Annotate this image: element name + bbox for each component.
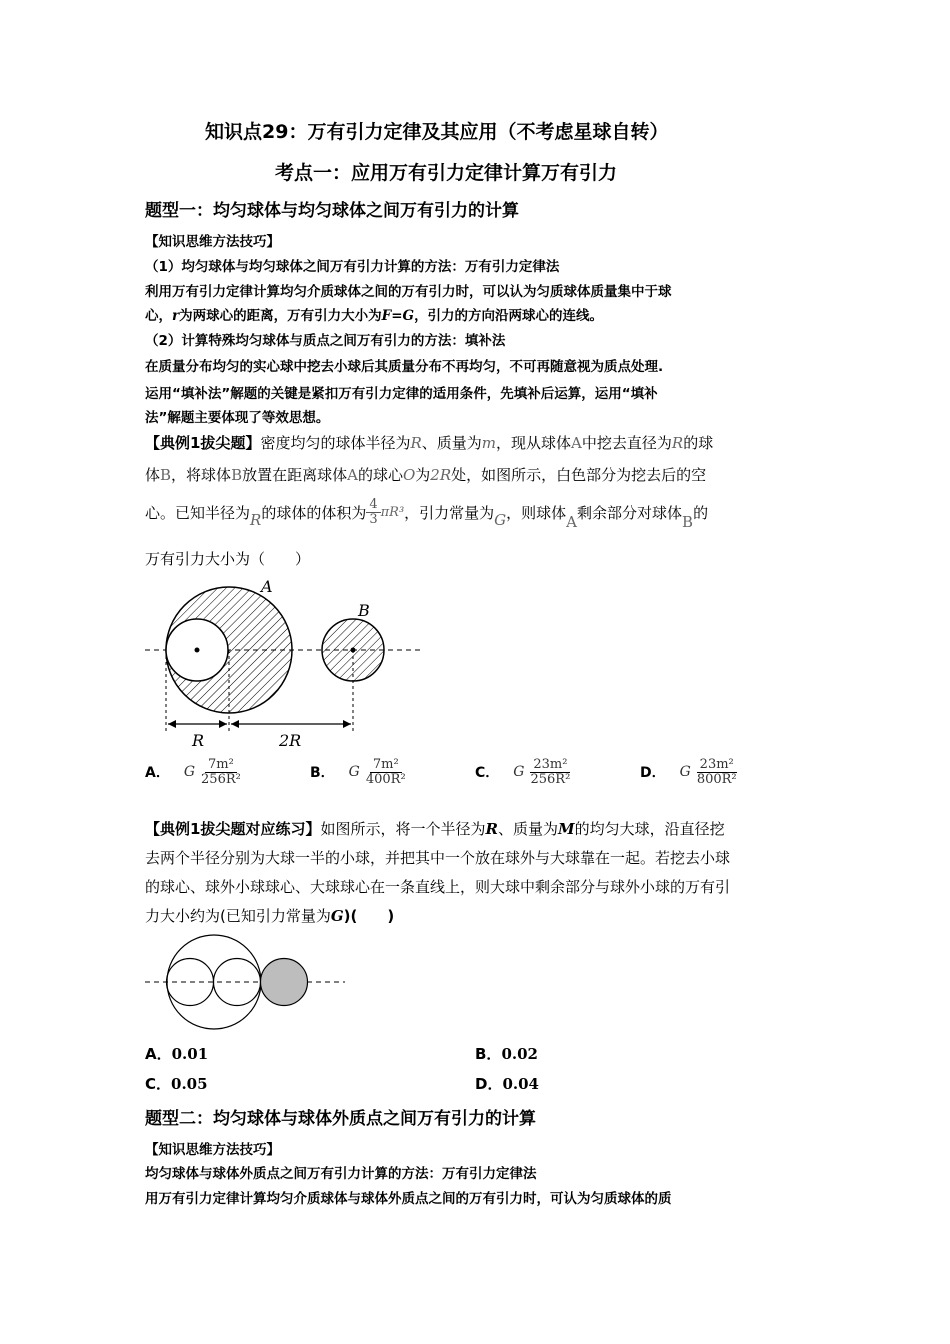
section2-p2: 用万有引力定律计算均匀介质球体与球体外质点之间的万有引力时，可认为匀质球体的质 xyxy=(145,1191,672,1207)
section1-p4: 在质量分布均匀的实心球中挖去小球后其质量分布不再均匀，不可再随意视为质点处理. xyxy=(145,359,664,375)
option-value: 0.05 xyxy=(171,1075,208,1093)
text-seg: 、质量为 xyxy=(421,434,482,452)
text-seg: ，则球体 xyxy=(506,503,567,522)
option-label: A． xyxy=(145,1045,172,1063)
text-seg: 的 xyxy=(693,503,709,522)
math-m: m xyxy=(481,434,497,452)
page-subtitle: 考点一：应用万有引力定律计算万有引力 xyxy=(275,162,618,184)
option-value: 0.02 xyxy=(501,1045,538,1063)
section1-p5b: 法”解题主要体现了等效思想。 xyxy=(145,410,330,426)
text-seg: ，引力常量为 xyxy=(404,503,495,522)
option-fraction xyxy=(694,758,740,786)
text-seg: 密度均匀的球体半径为 xyxy=(260,434,411,452)
arrow-head xyxy=(168,720,176,728)
option-label: C． xyxy=(475,765,500,782)
practice1-tag: 【典例1拔尖题对应练习】 xyxy=(145,820,321,838)
p2b-mid: 为两球心的距离，万有引力大小为 xyxy=(179,308,382,324)
text-seg: 放置在距离球体 xyxy=(242,466,348,484)
example1-line2 xyxy=(145,464,706,485)
option-value: 0.01 xyxy=(171,1045,209,1063)
arrow-head xyxy=(343,720,351,728)
page-title: 知识点29：万有引力定律及其应用（不考虑星球自转） xyxy=(205,121,669,143)
p2b-formula: F=G xyxy=(381,308,415,324)
option-label: B． xyxy=(310,765,335,782)
option-g: G xyxy=(513,764,525,781)
text-seg: 为 xyxy=(415,466,431,484)
option-den: 400R² xyxy=(365,771,406,787)
practice1-line1 xyxy=(145,818,725,839)
text-seg: 、质量为 xyxy=(497,820,558,838)
section1-heading: 题型一：均匀球体与均匀球体之间万有引力的计算 xyxy=(145,201,519,221)
section2-skills-tag: 【知识思维方法技巧】 xyxy=(145,1142,280,1158)
section2-p1: 均匀球体与球体外质点之间万有引力计算的方法：万有引力定律法 xyxy=(145,1166,537,1182)
math-B: B xyxy=(160,466,172,484)
text-seg: )( ) xyxy=(343,907,395,925)
text-seg: 力大小约为(已知引力常量为 xyxy=(145,907,331,925)
volume-fraction xyxy=(366,498,380,526)
math-2R: 2R xyxy=(430,466,452,484)
arrow-head xyxy=(219,720,227,728)
option-value: 0.04 xyxy=(502,1075,539,1093)
arrow-head xyxy=(231,720,239,728)
p2b-r: r xyxy=(172,308,180,324)
volume-den: 3 xyxy=(369,511,378,527)
math-B: B xyxy=(682,513,694,532)
p2b-post: ，引力的方向沿两球心的连线。 xyxy=(414,308,604,324)
math-R: R xyxy=(485,820,498,838)
example1-line4: 万有引力大小为（ ） xyxy=(145,550,311,568)
text-seg: 体 xyxy=(145,466,161,484)
math-A: A xyxy=(347,466,358,484)
label-dim-2r: 2R xyxy=(279,731,302,750)
option-g: G xyxy=(348,764,360,781)
practice1-option-d[interactable] xyxy=(475,1073,539,1094)
option-g: G xyxy=(183,764,196,781)
label-b: B xyxy=(358,601,370,620)
text-seg: 的球体的体积为 xyxy=(261,503,367,522)
example1-line1 xyxy=(145,432,713,453)
text-seg: ，现从球体 xyxy=(496,434,572,452)
math-R: R xyxy=(671,434,684,452)
text-seg: 中挖去直径为 xyxy=(581,434,672,452)
option-den: 256R² xyxy=(530,771,571,787)
practice1-option-a[interactable] xyxy=(145,1043,208,1064)
outer-small-sphere xyxy=(261,959,308,1006)
text-seg: ，将球体 xyxy=(171,466,232,484)
example1-figure xyxy=(140,572,430,752)
volume-rest: πR³ xyxy=(380,504,405,520)
text-seg: 的球 xyxy=(683,434,714,452)
option-label: D． xyxy=(640,765,666,782)
section1-p2b xyxy=(145,304,603,324)
practice1-line2: 去两个半径分别为大球一半的小球，并把其中一个放在球外与大球靠在一起。若挖去小球 xyxy=(145,849,731,867)
practice1-line3: 的球心、球外小球球心、大球球心在一条直线上，则大球中剩余部分与球外小球的万有引 xyxy=(145,878,731,896)
text-seg: 的均匀大球，沿直径挖 xyxy=(574,820,725,838)
section1-skills-tag: 【知识思维方法技巧】 xyxy=(145,234,280,250)
math-M: M xyxy=(557,820,575,838)
cavity-center xyxy=(195,648,200,653)
option-den: 800R² xyxy=(696,771,737,787)
volume-num: 4 xyxy=(366,498,380,513)
math-G: G xyxy=(330,907,344,925)
example1-option-b[interactable] xyxy=(310,758,409,786)
section1-p3: （2）计算特殊均匀球体与质点之间万有引力的方法：填补法 xyxy=(145,333,506,349)
option-num: 23m² xyxy=(697,758,737,773)
text-seg: 的球心 xyxy=(357,466,403,484)
example1-option-a[interactable] xyxy=(145,758,244,786)
math-R: R xyxy=(410,434,422,452)
label-dim-r: R xyxy=(192,731,205,750)
example1-option-c[interactable] xyxy=(475,758,573,786)
option-fraction xyxy=(527,758,573,786)
math-O: O xyxy=(402,466,416,484)
practice1-option-c[interactable] xyxy=(145,1073,208,1094)
option-label: B． xyxy=(475,1045,502,1063)
section1-p5a: 运用“填补法”解题的关键是紧扣万有引力定律的适用条件，先填补后运算，运用“填补 xyxy=(145,386,658,402)
label-a: A xyxy=(261,577,273,596)
option-num: 23m² xyxy=(530,758,570,773)
option-num: 7m² xyxy=(370,758,402,773)
option-label: A． xyxy=(145,765,170,782)
option-fraction xyxy=(198,758,244,786)
example1-line3 xyxy=(145,497,709,532)
section1-p2a: 利用万有引力定律计算均匀介质球体之间的万有引力时，可以认为匀质球体质量集中于球 xyxy=(145,284,672,300)
practice1-figure xyxy=(140,930,350,1035)
practice1-line4 xyxy=(145,905,394,926)
math-G: G xyxy=(494,511,507,530)
example1-tag: 【典例1拔尖题】 xyxy=(145,434,261,452)
option-label: C． xyxy=(145,1075,172,1093)
text-seg: 如图所示，将一个半径为 xyxy=(320,820,486,838)
option-num: 7m² xyxy=(205,758,237,773)
option-fraction xyxy=(363,758,409,786)
math-B: B xyxy=(231,466,243,484)
example1-option-d[interactable] xyxy=(640,758,740,786)
math-R: R xyxy=(250,511,262,530)
p2b-pre: 心， xyxy=(145,308,172,324)
section2-heading: 题型二：均匀球体与球体外质点之间万有引力的计算 xyxy=(145,1109,536,1129)
text-seg: 心。已知半径为 xyxy=(145,503,251,522)
practice1-option-b[interactable] xyxy=(475,1043,538,1064)
option-g: G xyxy=(679,764,691,781)
option-den: 256R² xyxy=(201,771,241,787)
math-A: A xyxy=(571,434,582,452)
text-seg: 处，如图所示，白色部分为挖去后的空 xyxy=(451,466,707,484)
option-label: D． xyxy=(475,1075,503,1093)
math-A: A xyxy=(566,513,578,532)
text-seg: 剩余部分对球体 xyxy=(577,503,683,522)
section1-p1: （1）均匀球体与均匀球体之间万有引力计算的方法：万有引力定律法 xyxy=(145,259,560,275)
